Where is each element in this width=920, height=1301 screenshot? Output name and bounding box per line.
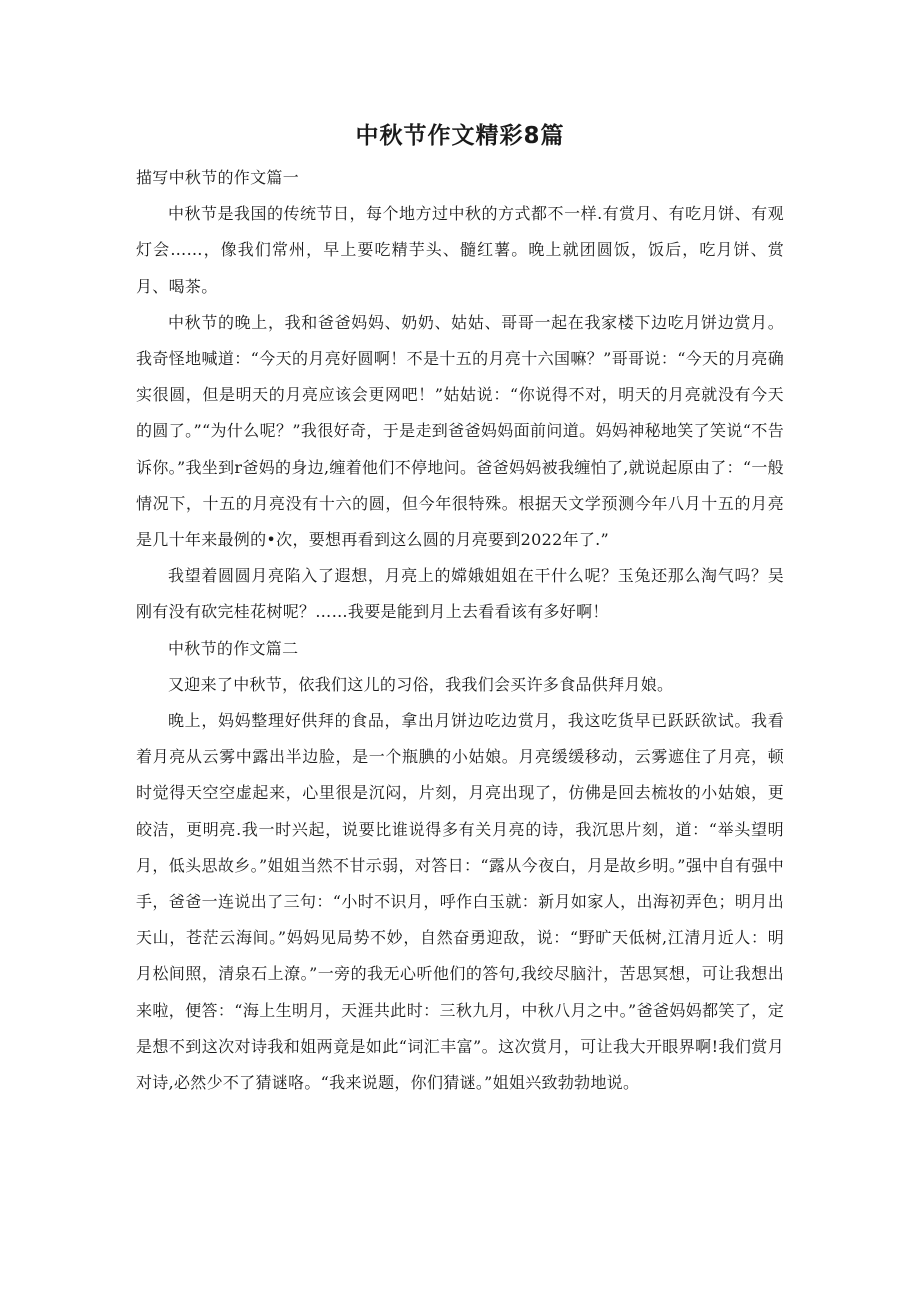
- paragraph: 中秋节是我国的传统节日，每个地方过中秋的方式都不一样.有赏月、有吃月饼、有观灯会……，像我们常州，早上要吃精芋头、髓红薯。晚上就团圆饭，饭后，吃月饼、赏月、喝茶。: [136, 204, 784, 296]
- document-title: 中秋节作文精彩8篇: [355, 123, 565, 149]
- paragraph: 中秋节的晚上，我和爸爸妈妈、奶奶、姑姑、哥哥一起在我家楼下边吃月饼边赏月。我奇怪地喊道：“今天的月亮好圆啊！不是十五的月亮十六国嘛？”哥哥说：“今天的月亮确实很圆，但是明天的月亮应该会更网吧！”姑姑说：“你说得不对，明天的月亮就没有今天的圆了。”“为什么呢？”我很好奇，于是走到爸爸妈妈面前问道。妈妈神秘地笑了笑说“不告诉你。”我坐到r爸妈的身边,缠着他们不停地问。爸爸妈妈被我缠怕了,就说起原由了：“一般情况下，十五的月亮没有十六的圆，但今年很特殊。根据天文学预测今年八月十五的月亮是几十年来最例的•次，要想再看到这么圆的月亮要到2022年了.”: [136, 312, 784, 550]
- document-body: [136, 160, 784, 1101]
- section-heading-2: 中秋节的作文篇二: [168, 638, 299, 658]
- paragraph: 又迎来了中秋节，依我们这儿的习俗，我我们会买许多食品供拜月娘。: [168, 674, 674, 694]
- paragraph: 我望着圆圆月亮陷入了遐想，月亮上的嫦娥姐姐在干什么呢？玉兔还那么淘气吗？吴刚有没有砍完桂花树呢？……我要是能到月上去看看该有多好啊！: [136, 566, 784, 622]
- section-heading-1: 描写中秋节的作文篇一: [136, 168, 300, 187]
- paragraph: 晚上，妈妈整理好供拜的食品，拿出月饼边吃边赏月，我这吃货早已跃跃欲试。我看着月亮从云雾中露出半边脸，是一个瓶腆的小姑娘。月亮缓缓移动，云雾遮住了月亮，顿时觉得天空空虚起来，心里很是沉闷，片刻，月亮出现了，仿佛是回去梳妆的小姑娘，更皎洁，更明亮.我一时兴起，说要比谁说得多有关月亮的诗，我沉思片刻，道：“举头望明月，低头思故乡。”姐姐当然不甘示弱，对答日：“露从今夜白，月是故乡明。”强中自有强中手，爸爸一连说出了三句：“小时不识月，呼作白玉就：新月如家人，出海初弄色；明月出天山，苍茫云海间。”妈妈见局势不妙，自然奋勇迎敌，说：“野旷天低树,江清月近人：明月松间照，清泉石上潦。”一旁的我无心听他们的答句,我绞尽脑汁，苦思冥想，可让我想出来啦，便答：“海上生明月，天涯共此时：三秋九月，中秋八月之中。”爸爸妈妈都笑了，定是想不到这次对诗我和姐两竟是如此“词汇丰富”。这次赏月，可让我大开眼界啊!我们赏月对诗,必然少不了猜谜咯。“我来说题，你们猜谜。”姐姐兴致勃勃地说。: [136, 711, 784, 1093]
